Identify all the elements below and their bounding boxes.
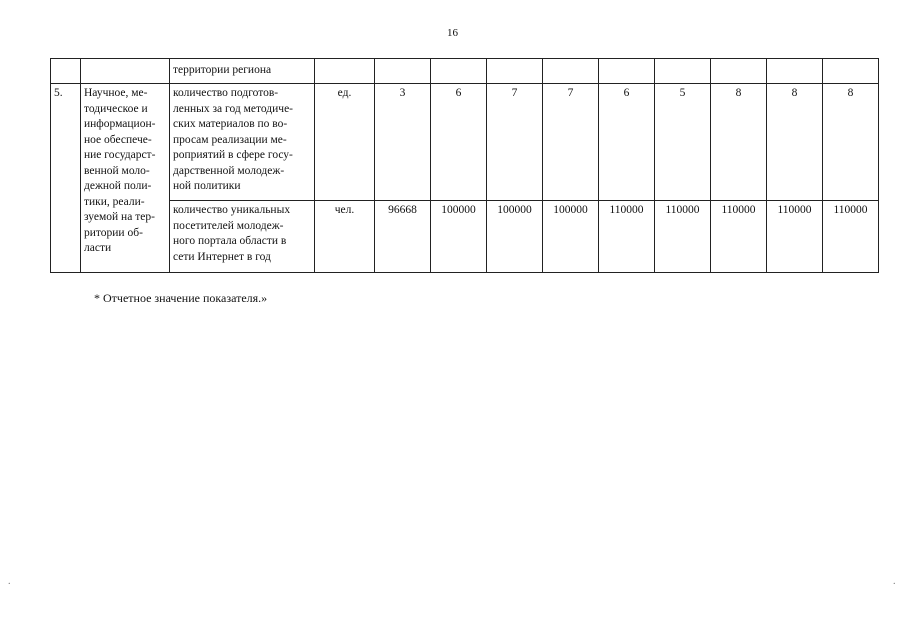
cell-empty (823, 59, 879, 84)
cell-empty (655, 59, 711, 84)
indicator-name-cell: территории региона (170, 59, 315, 84)
cell-empty (543, 59, 599, 84)
unit-cell: ед. (315, 84, 375, 201)
value-cell: 8 (767, 84, 823, 201)
unit-cell: чел. (315, 201, 375, 273)
cell-empty (51, 59, 81, 84)
value-cell: 96668 (375, 201, 431, 273)
value-cell: 3 (375, 84, 431, 201)
section-number-cell: 5. (51, 84, 81, 273)
value-cell: 6 (431, 84, 487, 201)
value-cell: 8 (823, 84, 879, 201)
table-row (51, 201, 879, 273)
cell-empty (487, 59, 543, 84)
scan-mark: . (893, 576, 896, 587)
value-cell: 110000 (823, 201, 879, 273)
cell-empty (431, 59, 487, 84)
indicator-name-cell: количество подготов- ленных за год методиче- ских материалов по во- просам реализации ме- роприятий в сфере госу- дарственной молодеж- ной политики (170, 84, 315, 201)
value-cell: 110000 (711, 201, 767, 273)
value-cell: 6 (599, 84, 655, 201)
value-cell: 5 (655, 84, 711, 201)
cell-empty (375, 59, 431, 84)
scan-mark: . (8, 576, 11, 587)
value-cell: 100000 (543, 201, 599, 273)
cell-empty (767, 59, 823, 84)
value-cell: 100000 (431, 201, 487, 273)
cell-empty (711, 59, 767, 84)
indicators-table (50, 58, 879, 273)
value-cell: 8 (711, 84, 767, 201)
page-number: 16 (447, 27, 458, 39)
value-cell: 7 (487, 84, 543, 201)
value-cell: 110000 (599, 201, 655, 273)
cell-empty (315, 59, 375, 84)
value-cell: 7 (543, 84, 599, 201)
cell-empty (81, 59, 170, 84)
footnote: * Отчетное значение показателя.» (94, 291, 268, 305)
table-row (51, 84, 879, 201)
direction-name-cell: Научное, ме- тодическое и информацион- ное обеспече- ние государст- венной моло- дежной поли- тики, реали- зуемой на тер- ритории об- ласти (81, 84, 170, 273)
value-cell: 110000 (655, 201, 711, 273)
value-cell: 110000 (767, 201, 823, 273)
value-cell: 100000 (487, 201, 543, 273)
indicator-name-cell: количество уникальных посетителей молодеж- ного портала области в сети Интернет в год (170, 201, 315, 273)
cell-empty (599, 59, 655, 84)
table-row-continuation (51, 59, 879, 84)
